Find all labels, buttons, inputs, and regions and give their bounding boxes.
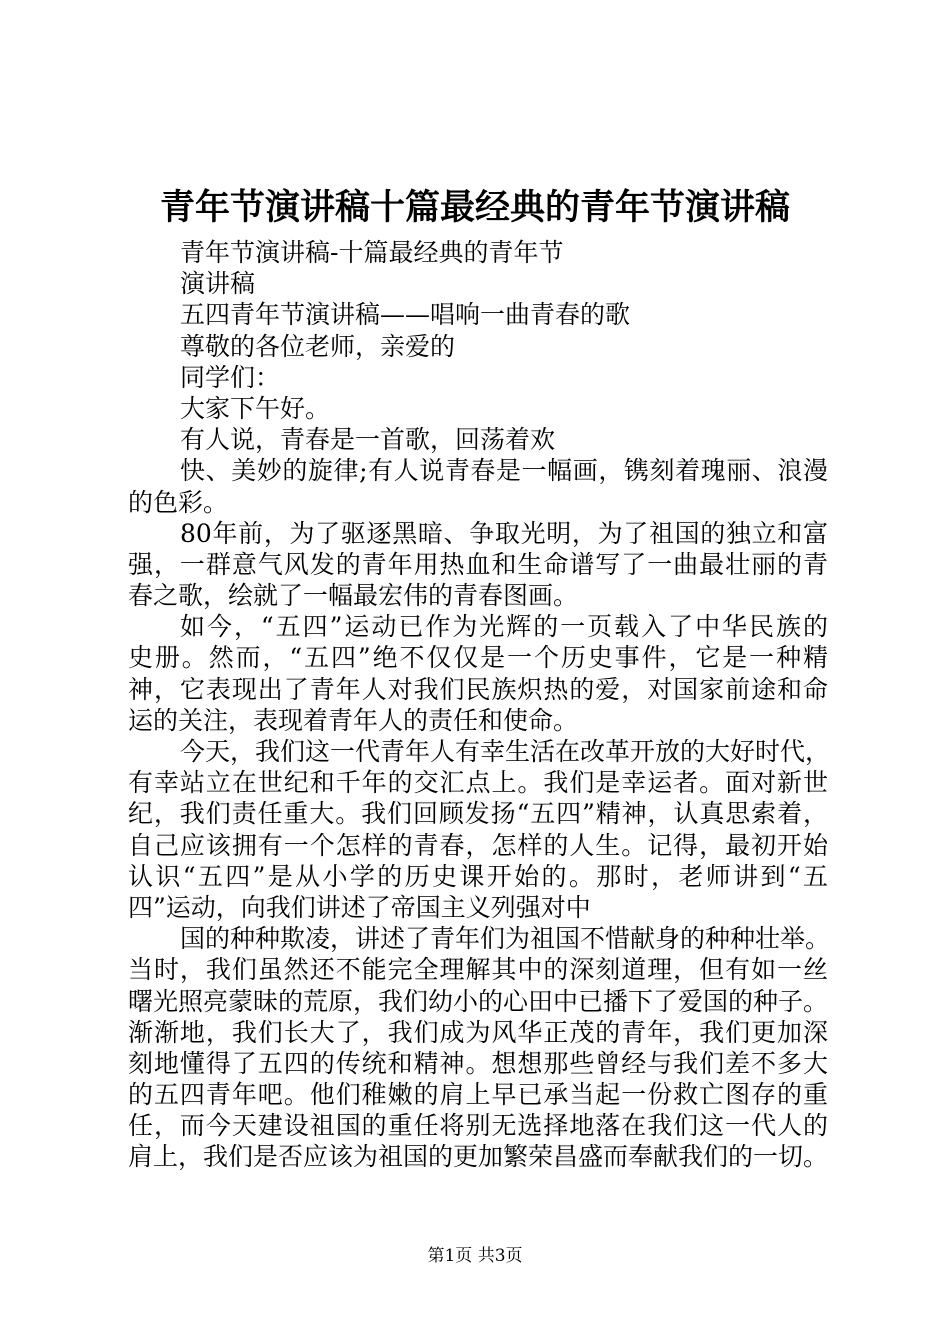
body-line: 四”运动，向我们讲述了帝国主义列强对中 xyxy=(128,892,591,922)
body-line: 当时，我们虽然还不能完全理解其中的深刻道理，但有如一丝 xyxy=(128,955,828,985)
body-line: 的五四青年吧。他们稚嫩的肩上早已承当起一份救亡图存的重 xyxy=(128,1080,828,1110)
body-line: 春之歌，绘就了一幅最宏伟的青春图画。 xyxy=(128,581,579,611)
body-line: 有人说，青春是一首歌，回荡着欢 xyxy=(180,425,556,455)
body-line: 今天，我们这一代青年人有幸生活在改革开放的大好时代， xyxy=(180,737,831,766)
document-body xyxy=(128,237,831,1173)
body-line: 快、美妙的旋律;有人说青春是一幅画，镌刻着瑰丽、浪漫 xyxy=(180,456,828,486)
body-line: 国的种种欺凌，讲述了青年们为祖国不惜献身的种种壮举。 xyxy=(180,924,831,954)
body-line: 认识“五四”是从小学的历史课开始的。那时，老师讲到“五 xyxy=(128,861,828,891)
body-line: 强，一群意气风发的青年用热血和生命谱写了一曲最壮丽的青 xyxy=(128,549,828,579)
body-line: 曙光照亮蒙昧的荒原，我们幼小的心田中已播下了爱国的种子。 xyxy=(128,986,829,1016)
body-line: 如今，“五四”运动已作为光辉的一页载入了中华民族的 xyxy=(180,612,828,642)
body-line: 任，而今天建设祖国的重任将别无选择地落在我们这一代人的 xyxy=(128,1111,828,1141)
document-title: 青年节演讲稿十篇最经典的青年节演讲稿 xyxy=(159,187,790,228)
body-line: 尊敬的各位老师，亲爱的 xyxy=(180,331,456,361)
body-line: 神，它表现出了青年人对我们民族炽热的爱，对国家前途和命 xyxy=(128,674,828,704)
body-line: 肩上，我们是否应该为祖国的更加繁荣昌盛而奉献我们的一切。 xyxy=(128,1142,829,1172)
body-line: 五四青年节演讲稿——唱响一曲青春的歌 xyxy=(180,300,631,330)
body-line: 刻地懂得了五四的传统和精神。想想那些曾经与我们差不多大 xyxy=(128,1048,828,1078)
body-line: 的色彩。 xyxy=(128,487,229,517)
body-line: 运的关注，表现着青年人的责任和使命。 xyxy=(128,705,579,735)
body-line: 渐渐地，我们长大了，我们成为风华正茂的青年，我们更加深 xyxy=(128,1017,828,1047)
body-line: 同学们： xyxy=(180,362,281,392)
body-line: 史册。然而，“五四”绝不仅仅是一个历史事件，它是一种精 xyxy=(128,643,828,673)
body-line: 演讲稿 xyxy=(180,269,256,299)
body-line: 80年前，为了驱逐黑暗、争取光明，为了祖国的独立和富 xyxy=(180,518,828,548)
body-line: 自己应该拥有一个怎样的青春，怎样的人生。记得，最初开始 xyxy=(128,830,828,860)
body-line: 大家下午好。 xyxy=(180,393,331,423)
body-line: 纪，我们责任重大。我们回顾发扬“五四”精神，认真思索着， xyxy=(128,799,828,829)
page-footer: 第1页 共3页 xyxy=(427,1246,523,1266)
body-line: 青年节演讲稿-十篇最经典的青年节 xyxy=(180,238,564,267)
body-line: 有幸站立在世纪和千年的交汇点上。我们是幸运者。面对新世 xyxy=(128,768,828,798)
